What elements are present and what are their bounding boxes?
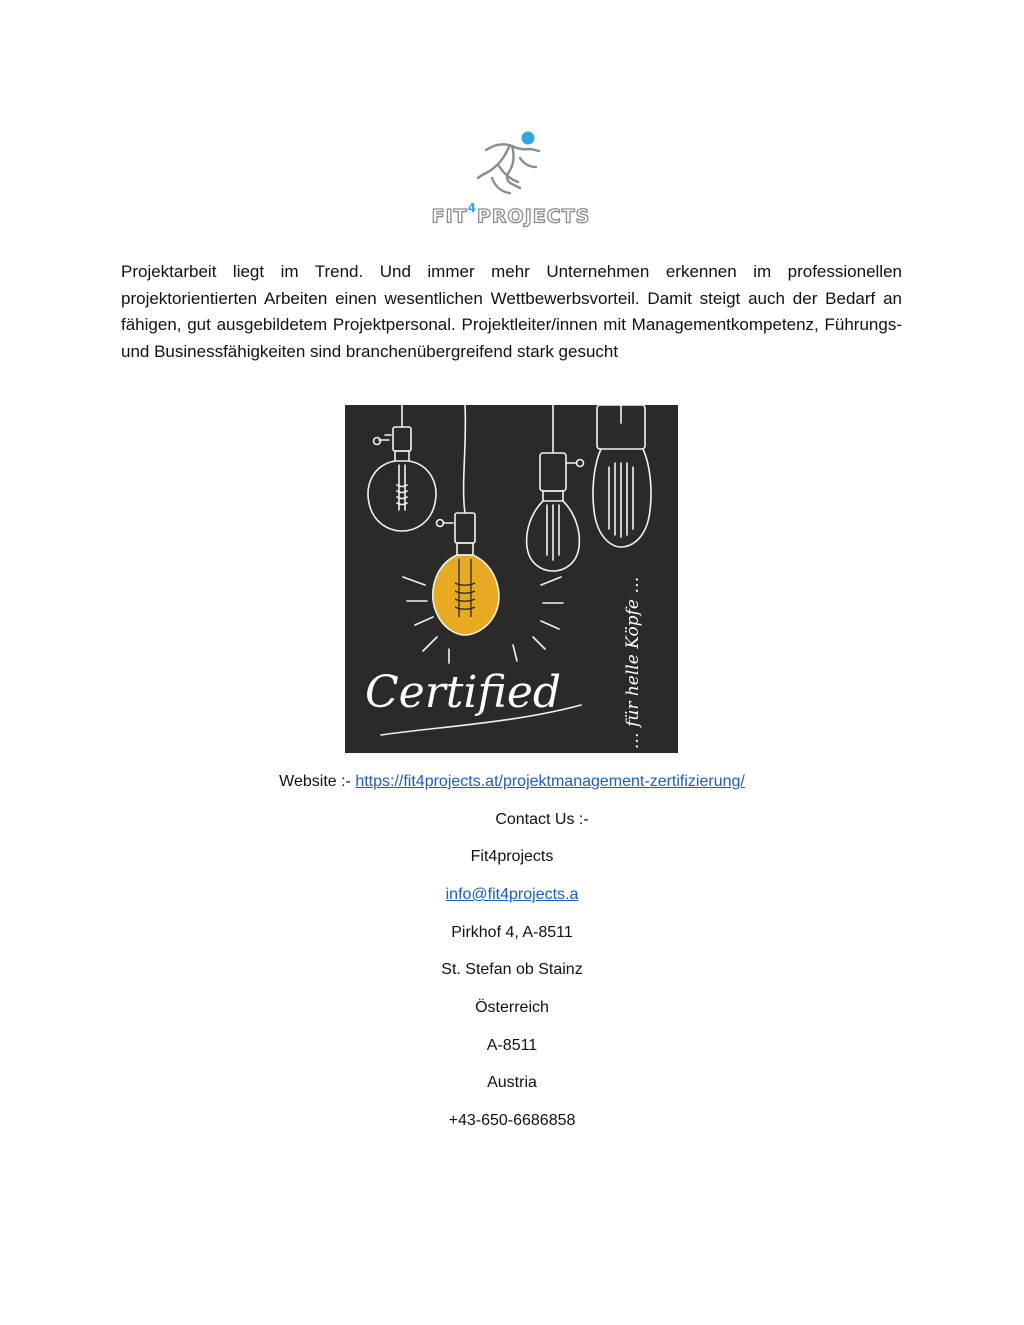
contact-country-de: Österreich: [475, 999, 549, 1016]
certified-caption: Certified: [365, 667, 562, 718]
certified-bulbs-image: [345, 405, 678, 753]
contact-city: St. Stefan ob Stainz: [441, 961, 583, 978]
contact-country-en: Austria: [487, 1074, 537, 1091]
contact-email-line: [0, 885, 1024, 905]
contact-phone: +43-650-6686858: [448, 1112, 576, 1129]
website-line: [0, 772, 1024, 792]
runner-logo-icon: [400, 126, 622, 206]
contact-heading: Contact Us :-: [495, 811, 589, 828]
intro-paragraph: Projektarbeit liegt im Trend. Und immer mehr Unternehmen erkennen im professionellen projektorientierten Arbeiten einen wesentlichen Wettbewerbsvorteil. Damit steigt auch der Bedarf an fähigen, gut ausgebildetem Projektpersonal. Projektleiter/innen mit Managementkompetenz, Führungs- und Businessfähigkeiten sind branchenübergreifend stark gesucht: [121, 262, 902, 361]
contact-email-link[interactable]: info@fit4projects.a: [445, 886, 579, 903]
contact-company: Fit4projects: [470, 848, 554, 865]
side-slogan: … für helle Köpfe …: [623, 576, 643, 750]
website-label: Website :-: [279, 773, 356, 790]
logo-wordmark: FIT$^4$PROJECTS: [431, 201, 591, 228]
website-link[interactable]: https://fit4projects.at/projektmanagement-zertifizierung/: [355, 773, 745, 790]
contact-postal: A-8511: [486, 1037, 538, 1054]
contact-street: Pirkhof 4, A-8511: [451, 924, 573, 941]
company-logo: [400, 126, 622, 230]
